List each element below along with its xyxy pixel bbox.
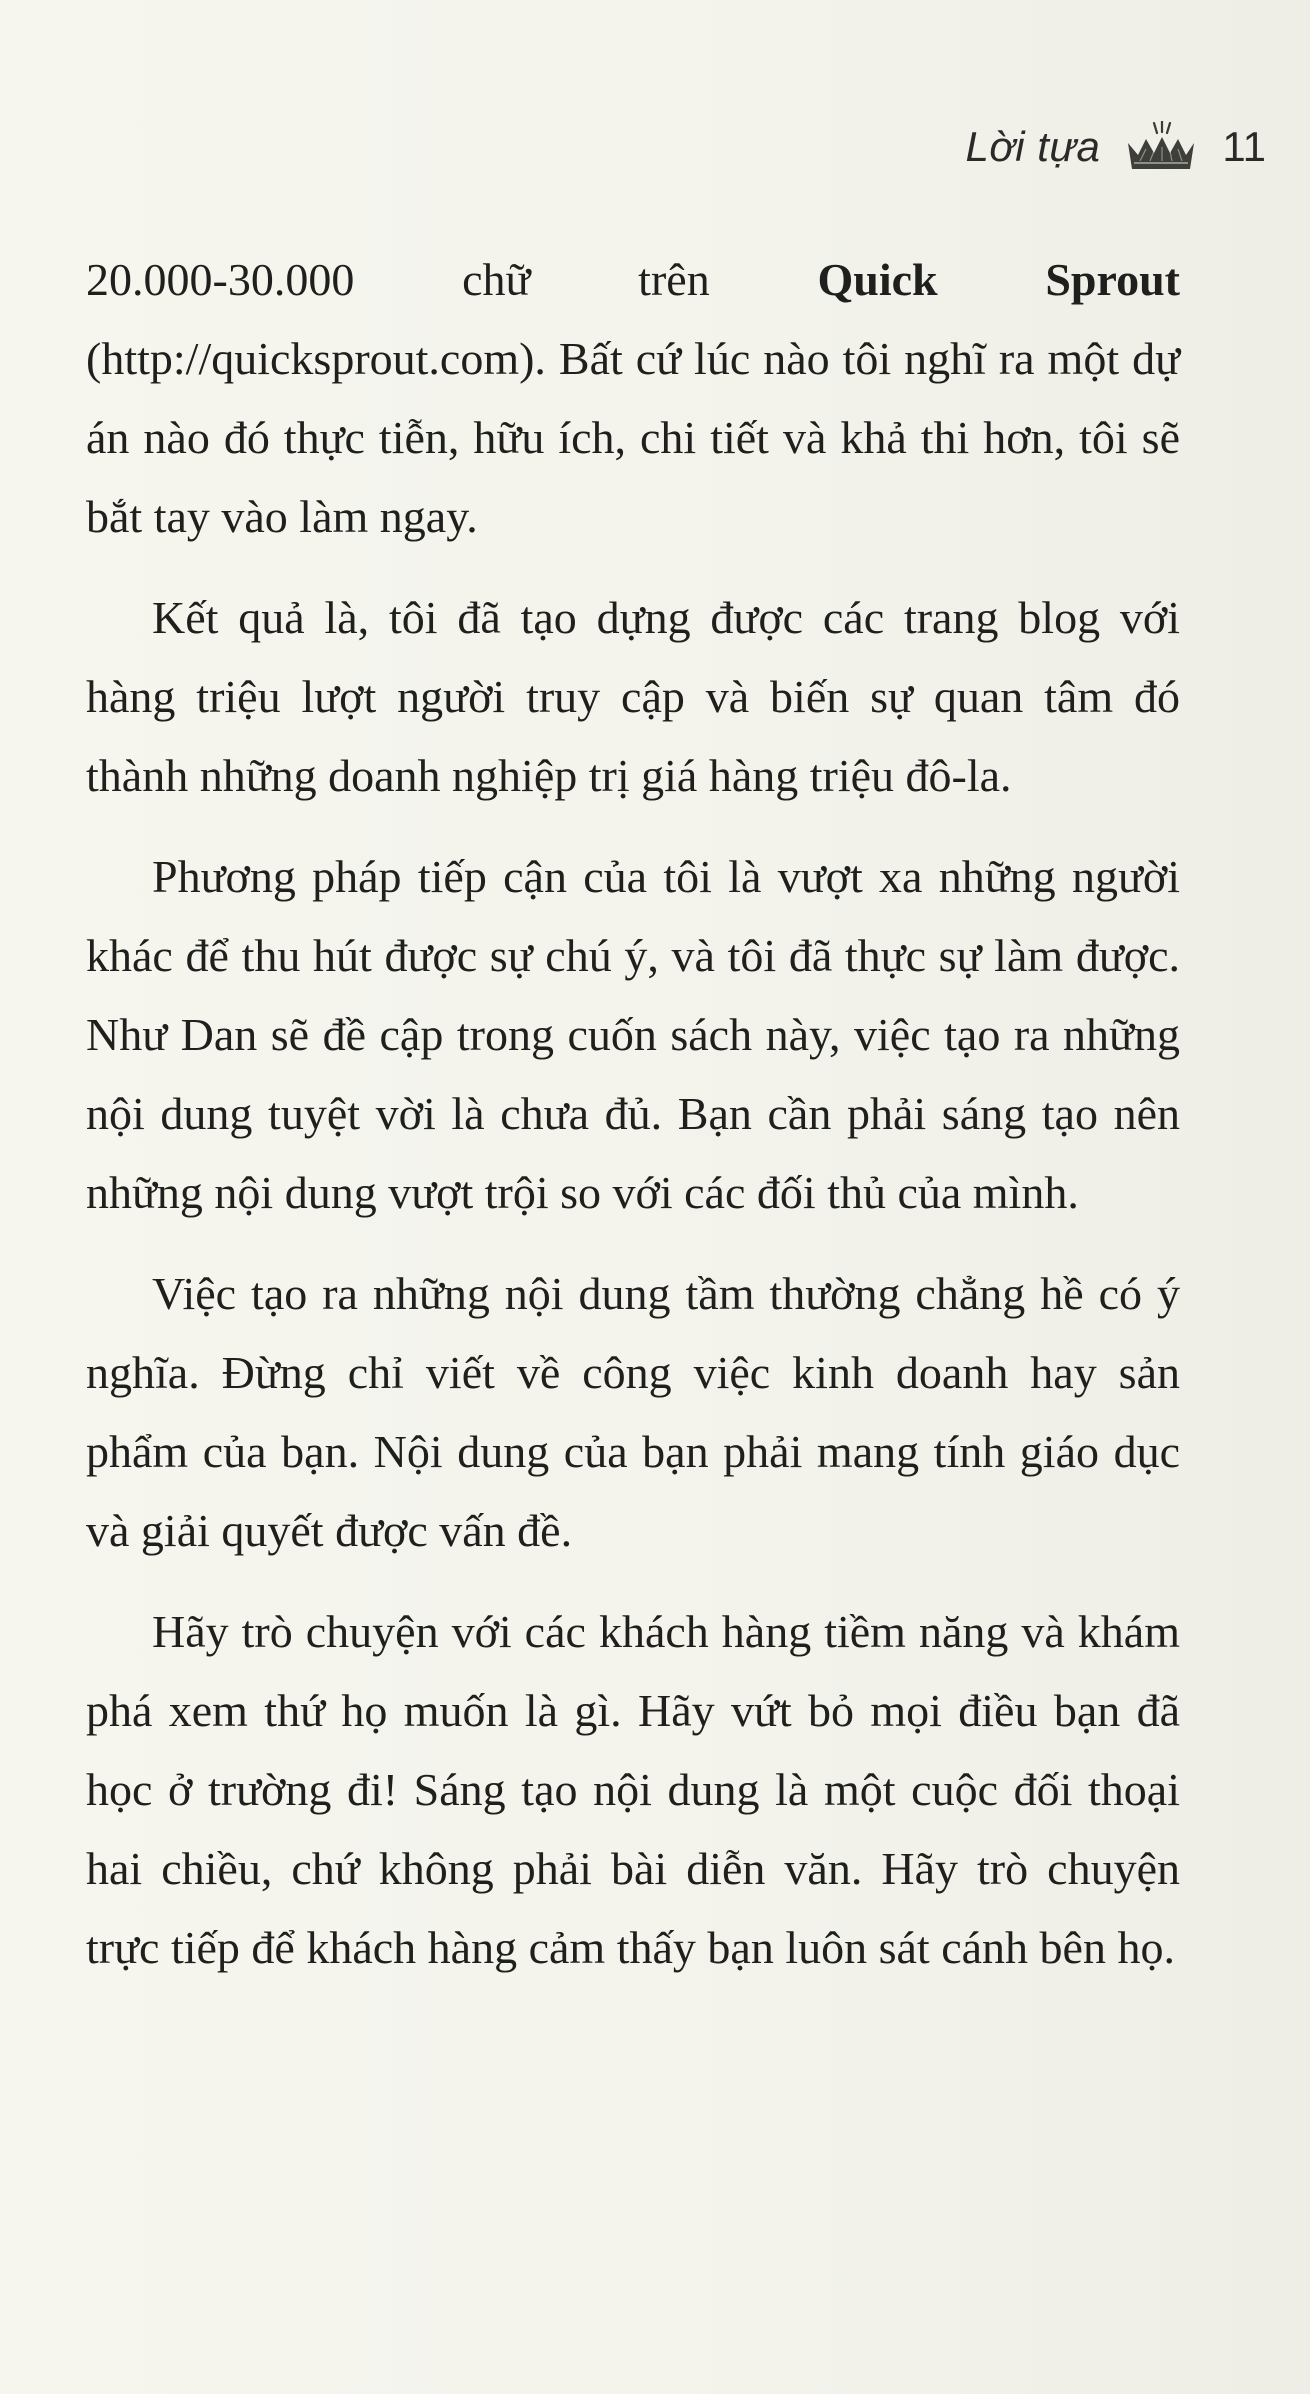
body-text [86, 240, 1180, 2009]
paragraph [86, 240, 1180, 556]
text-run: Hãy trò chuyện với các khách hàng tiềm năng và khám phá xem thứ họ muốn là gì. Hãy vứt bỏ mọi điều bạn đã học ở trường đi! Sáng tạo nội dung là một cuộc đối thoại hai chiều, chứ không phải bài diễn văn. Hãy trò chuyện trực tiếp để khách hàng cảm thấy bạn luôn sát cánh bên họ. [86, 1606, 1180, 1973]
paragraph [86, 837, 1180, 1232]
page-number: 11 [1222, 123, 1266, 170]
text-run: Kết quả là, tôi đã tạo dựng được các trang blog với hàng triệu lượt người truy cập và biến sự quan tâm đó thành những doanh nghiệp trị giá hàng triệu đô-la. [86, 592, 1180, 801]
text-run: (http://quicksprout.com). Bất cứ lúc nào tôi nghĩ ra một dự án nào đó thực tiễn, hữu ích, chi tiết và khả thi hơn, tôi sẽ bắt tay vào làm ngay. [86, 333, 1180, 542]
paragraph [86, 578, 1180, 815]
paragraph [86, 1254, 1180, 1570]
bold-text: Quick Sprout [817, 254, 1181, 305]
paragraph [86, 1592, 1180, 1987]
text-run: Phương pháp tiếp cận của tôi là vượt xa những người khác để thu hút được sự chú ý, và tôi đã thực sự làm được. Như Dan sẽ đề cập trong cuốn sách này, việc tạo ra những nội dung tuyệt vời là chưa đủ. Bạn cần phải sáng tạo nên những nội dung vượt trội so với các đối thủ của mình. [86, 851, 1180, 1218]
section-title: Lời tựa [965, 123, 1101, 170]
crown-ornament-icon [1126, 121, 1196, 173]
running-header [965, 112, 1266, 182]
text-run: 20.000-30.000 chữ trên [86, 254, 818, 305]
text-run: Việc tạo ra những nội dung tầm thường chẳng hề có ý nghĩa. Đừng chỉ viết về công việc kinh doanh hay sản phẩm của bạn. Nội dung của bạn phải mang tính giáo dục và giải quyết được vấn đề. [86, 1268, 1180, 1556]
